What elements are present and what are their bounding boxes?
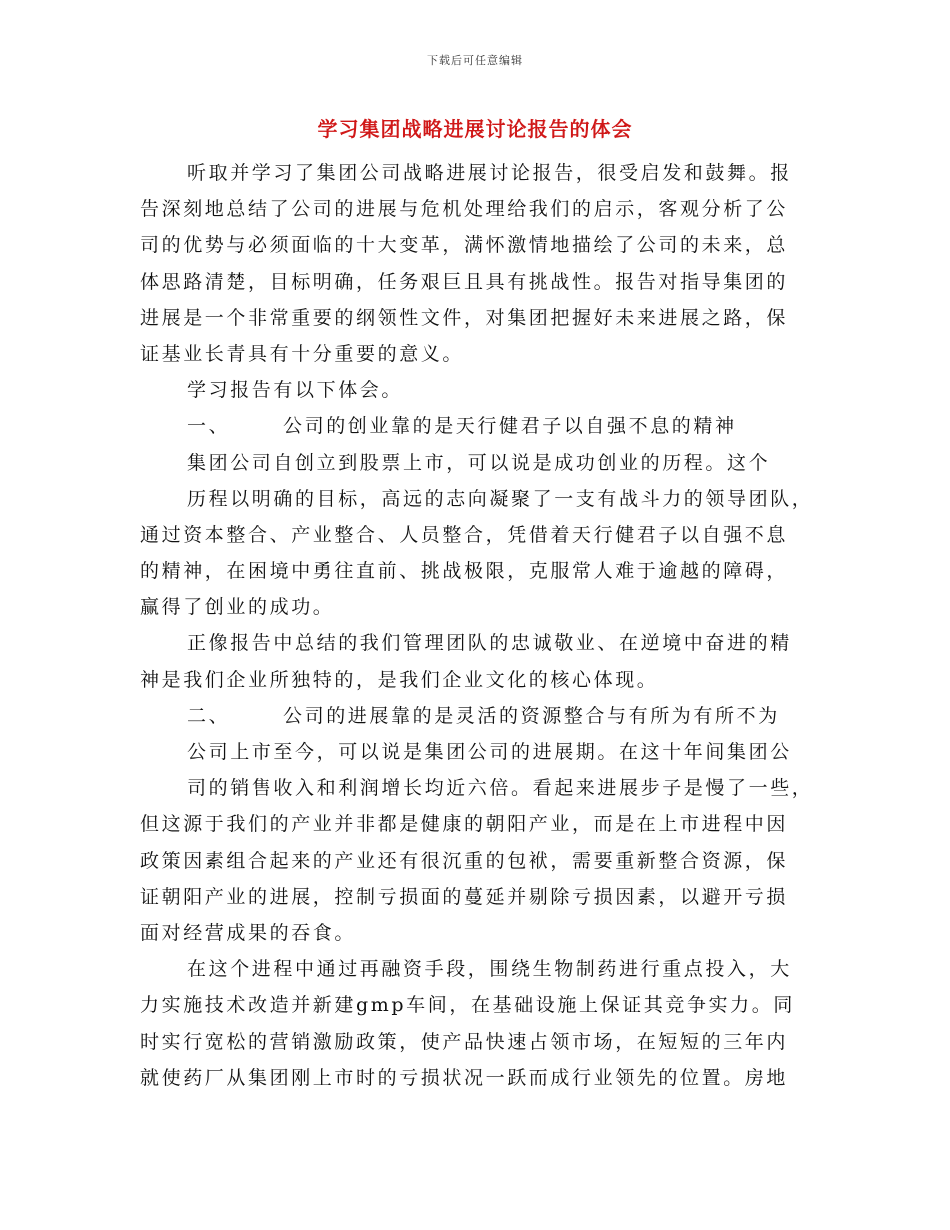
section-heading-1 xyxy=(140,408,810,444)
section-heading-text: 公司的进展靠的是灵活的资源整合与有所为有所不为 xyxy=(283,704,780,727)
paragraph-line: 神是我们企业所独特的，是我们企业文化的核心体现。 xyxy=(140,668,659,691)
paragraph-line: 体思路清楚，目标明确，任务艰巨且具有挑战性。报告对指导集团的 xyxy=(140,270,789,293)
paragraph-line: 通过资本整合、产业整合、人员整合，凭借着天行健君子以自强不息 xyxy=(140,523,789,546)
section-number: 二、 xyxy=(187,704,231,727)
paragraph-line: 证基业长青具有十分重要的意义。 xyxy=(140,342,465,365)
document-title: 学习集团战略进展讨论报告的体会 xyxy=(317,117,633,141)
paragraph-line: 集团公司自创立到股票上市，可以说是成功创业的历程。这个 xyxy=(187,451,771,474)
paragraph-line: 力实施技术改造并新建gmp车间，在基础设施上保证其竞争实力。同 xyxy=(140,994,795,1017)
paragraph-line: 正像报告中总结的我们管理团队的忠诚敬业、在逆境中奋进的精 xyxy=(187,632,792,655)
paragraph-line: 在这个进程中通过再融资手段，围绕生物制药进行重点投入，大 xyxy=(187,958,792,981)
paragraph-line: 时实行宽松的营销激励政策，使产品快速占领市场，在短短的三年内 xyxy=(140,1030,789,1053)
paragraph-line: 告深刻地总结了公司的进展与危机处理给我们的启示，客观分析了公 xyxy=(140,198,789,221)
document-body xyxy=(140,155,814,1096)
paragraph-line: 听取并学习了集团公司战略进展讨论报告，很受启发和鼓舞。报 xyxy=(187,162,792,184)
paragraph-line: 证朝阳产业的进展，控制亏损面的蔓延并剔除亏损因素，以避开亏损 xyxy=(140,885,789,908)
section-number: 一、 xyxy=(187,415,231,438)
paragraph-line: 公司上市至今，可以说是集团公司的进展期。在这十年间集团公 xyxy=(187,741,792,763)
paragraph-line: 进展是一个非常重要的纲领性文件，对集团把握好未来进展之路，保 xyxy=(140,306,789,329)
header-note: 下载后可任意编辑 xyxy=(427,54,523,67)
section-heading-2 xyxy=(140,698,810,734)
paragraph-line: 政策因素组合起来的产业还有很沉重的包袱，需要重新整合资源，保 xyxy=(140,849,789,872)
paragraph-line: 司的销售收入和利润增长均近六倍。看起来进展步子是慢了一些， xyxy=(187,777,814,800)
paragraph-line: 赢得了创业的成功。 xyxy=(140,596,335,619)
section-heading-text: 公司的创业靠的是天行健君子以自强不息的精神 xyxy=(283,415,737,438)
paragraph-line: 历程以明确的目标，高远的志向凝聚了一支有战斗力的领导团队， xyxy=(187,487,814,510)
paragraph-line: 但这源于我们的产业并非都是健康的朝阳产业，而是在上市进程中因 xyxy=(140,813,789,836)
paragraph-line: 就使药厂从集团刚上市时的亏损状况一跃而成行业领先的位置。房地 xyxy=(140,1066,789,1089)
paragraph-line: 司的优势与必须面临的十大变革，满怀激情地描绘了公司的未来，总 xyxy=(140,234,789,257)
paragraph-line: 面对经营成果的吞食。 xyxy=(140,921,357,944)
paragraph-line: 学习报告有以下体会。 xyxy=(187,379,404,402)
paragraph-line: 的精神，在困境中勇往直前、挑战极限，克服常人难于逾越的障碍， xyxy=(140,560,789,583)
